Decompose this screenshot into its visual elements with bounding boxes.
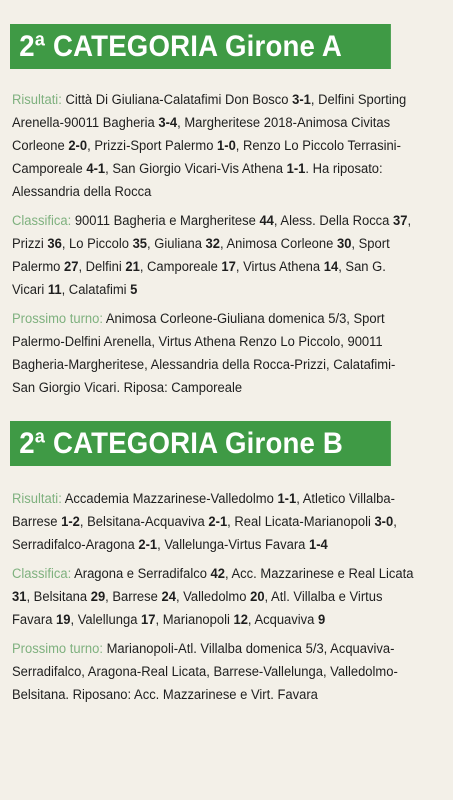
- entry-score: 24: [161, 589, 176, 604]
- entry-score: 21: [125, 259, 140, 274]
- entry-score: 1-1: [286, 161, 306, 176]
- entry-text: , Margheritese 2018-Animosa Civitas Corleone: [12, 115, 391, 153]
- section-b-prossimo: [12, 637, 417, 706]
- section-a-body: [12, 88, 417, 405]
- entry-text: , Aless. Della Rocca: [273, 213, 394, 228]
- entry-score: 30: [336, 236, 352, 251]
- risultati-list: [12, 92, 406, 199]
- entry-score: 1-1: [277, 491, 297, 506]
- entry-text: , Marianopoli: [155, 612, 234, 627]
- entry-score: 2-1: [138, 537, 158, 552]
- entry-score: 3-1: [292, 92, 311, 107]
- entry-text: 90011 Bagheria e Margheritese: [74, 213, 260, 228]
- entry-score: 3-4: [158, 115, 178, 130]
- entry-text: , Lo Piccolo: [61, 236, 133, 251]
- entry-score: 3-0: [374, 514, 394, 529]
- entry-score: 17: [221, 259, 236, 274]
- entry-text: , Camporeale: [139, 259, 222, 274]
- entry-text: , Atl. Villalba e Virtus Favara: [12, 589, 383, 627]
- entry-score: 17: [141, 612, 156, 627]
- entry-text: , Delfini Sporting Arenella-90011 Bagheria: [12, 92, 407, 130]
- entry-text: , Virtus Athena: [235, 259, 324, 274]
- entry-score: 2-0: [68, 138, 88, 153]
- entry-text: , Valellunga: [70, 612, 142, 627]
- entry-score: 2-1: [208, 514, 228, 529]
- entry-text: , Sport Palermo: [12, 236, 390, 274]
- entry-score: 29: [90, 589, 106, 604]
- entry-text: , Renzo Lo Piccolo Terrasini-Camporeale: [12, 138, 401, 176]
- entry-score: 1-4: [309, 537, 328, 552]
- section-a-title: 2ª CATEGORIA Girone A: [10, 24, 391, 69]
- classifica-list: [12, 213, 411, 297]
- section-a-risultati: [12, 88, 417, 203]
- entry-score: 31: [12, 589, 27, 604]
- entry-text: , Valledolmo: [175, 589, 251, 604]
- entry-score: 35: [132, 236, 148, 251]
- section-b-risultati: [12, 487, 417, 556]
- entry-text: , Prizzi-Sport Palermo: [87, 138, 218, 153]
- classifica-label: Classifica:: [12, 213, 72, 228]
- entry-text: , Belsitana: [26, 589, 91, 604]
- entry-score: 9: [317, 612, 326, 627]
- entry-text: Città Di Giuliana-Calatafimi Don Bosco: [65, 92, 293, 107]
- section-a-classifica: [12, 209, 417, 301]
- entry-score: 19: [56, 612, 71, 627]
- entry-score: 14: [323, 259, 339, 274]
- entry-score: 44: [259, 213, 274, 228]
- entry-score: 5: [130, 282, 138, 297]
- entry-text: , Real Licata-Marianopoli: [227, 514, 375, 529]
- risultati-label: Risultati:: [12, 92, 62, 107]
- entry-text: , Prizzi: [12, 213, 412, 251]
- entry-text: , San Giorgio Vicari-Vis Athena: [105, 161, 287, 176]
- entry-text: Accademia Mazzarinese-Valledolmo: [64, 491, 278, 506]
- entry-score: 42: [210, 566, 226, 581]
- entry-score: 27: [63, 259, 79, 274]
- section-b-body: [12, 487, 417, 712]
- prossimo-text: Animosa Corleone-Giuliana domenica 5/3, Sport Palermo-Delfini Arenella, Virtus Athena Renzo Lo Piccolo, 90011 Bagheria-Margheritese, Alessandria della Rocca-Prizzi, Calatafimi-San Giorgio Vicari. Riposa: Camporeale: [12, 311, 396, 395]
- section-b-classifica: [12, 562, 417, 631]
- section-a-prossimo: [12, 307, 417, 399]
- entry-text: , Barrese: [105, 589, 162, 604]
- prossimo-label: Prossimo turno:: [12, 641, 103, 656]
- entry-text: , Acquaviva: [247, 612, 318, 627]
- entry-text: , Atletico Villalba-Barrese: [12, 491, 395, 529]
- entry-score: 37: [393, 213, 408, 228]
- risultati-label: Risultati:: [12, 491, 62, 506]
- entry-score: 36: [47, 236, 62, 251]
- entry-text: , Delfini: [78, 259, 126, 274]
- classifica-label: Classifica:: [12, 566, 72, 581]
- entry-score: 1-2: [61, 514, 80, 529]
- section-b-title: 2ª CATEGORIA Girone B: [10, 421, 391, 466]
- entry-text: , Giuliana: [147, 236, 206, 251]
- entry-text: Aragona e Serradifalco: [74, 566, 211, 581]
- entry-text: , San G. Vicari: [12, 259, 386, 297]
- classifica-list: [12, 566, 413, 627]
- entry-text: , Acc. Mazzarinese e Real Licata: [225, 566, 414, 581]
- entry-score: 32: [205, 236, 220, 251]
- entry-text: . Ha riposato: Alessandria della Rocca: [12, 161, 383, 199]
- entry-text: , Calatafimi: [61, 282, 131, 297]
- entry-text: , Animosa Corleone: [219, 236, 337, 251]
- entry-score: 20: [250, 589, 265, 604]
- entry-score: 12: [233, 612, 248, 627]
- prossimo-text: Marianopoli-Atl. Villalba domenica 5/3, Acquaviva-Serradifalco, Aragona-Real Licata, Barrese-Vallelunga, Valledolmo-Belsitana. Riposano: Acc. Mazzarinese e Virt. Favara: [12, 641, 398, 702]
- entry-score: 1-0: [217, 138, 236, 153]
- risultati-list: [12, 491, 397, 552]
- entry-score: 4-1: [86, 161, 106, 176]
- entry-text: , Belsitana-Acquaviva: [79, 514, 209, 529]
- entry-text: , Vallelunga-Virtus Favara: [157, 537, 310, 552]
- entry-text: , Serradifalco-Aragona: [12, 514, 397, 552]
- entry-score: 11: [47, 282, 62, 297]
- prossimo-label: Prossimo turno:: [12, 311, 103, 326]
